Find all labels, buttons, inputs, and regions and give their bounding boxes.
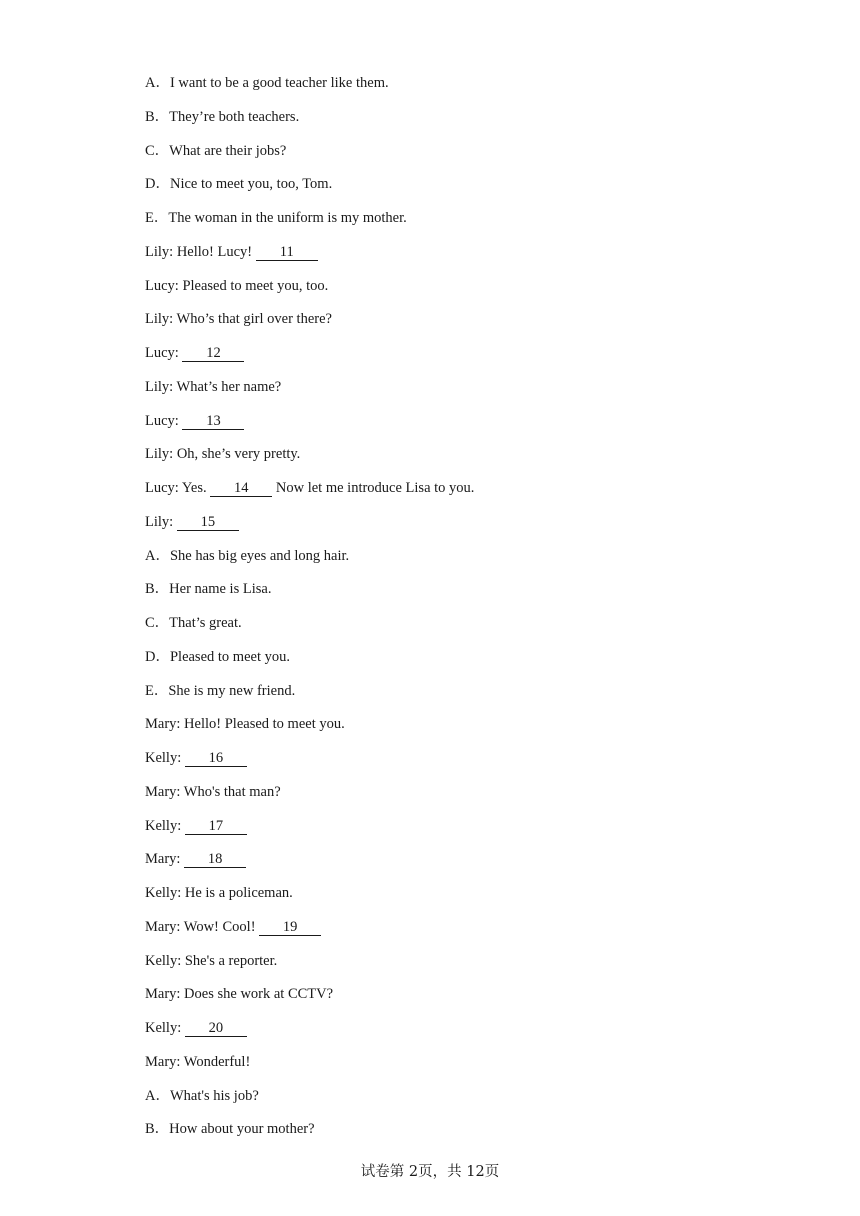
answer-blank[interactable]: 13 (182, 414, 244, 430)
text-line: Lily: Oh, she’s very pretty. (145, 446, 301, 463)
text-line: B．How about your mother? (145, 1121, 315, 1138)
text-line: A．What's his job? (145, 1087, 259, 1104)
dialog-line (145, 916, 825, 950)
dialog-prefix: Lily: Hello! Lucy! (145, 243, 256, 260)
text-line: Mary: Who's that man? (145, 783, 281, 800)
dialog-prefix: Lucy: (145, 345, 183, 361)
text-line: E．The woman in the uniform is my mother. (145, 210, 407, 226)
text-line: B．They’re both teachers. (145, 108, 300, 125)
text-line: Kelly: She's a reporter. (145, 952, 278, 969)
dialog-suffix: Now let me introduce Lisa to you. (272, 480, 475, 496)
dialog-line (145, 747, 825, 781)
question-lines (145, 72, 825, 1152)
dialog-line (145, 848, 825, 882)
answer-blank[interactable]: 18 (184, 852, 246, 868)
dialog-line (145, 241, 825, 275)
dialog-prefix: Mary: (145, 851, 185, 868)
text-line: A．I want to be a good teacher like them. (145, 75, 389, 91)
text-line: C．What are their jobs? (145, 142, 287, 159)
dialog-line (145, 342, 825, 376)
dialog-prefix: Lucy: (145, 412, 183, 429)
text-line: Kelly: He is a policeman. (145, 885, 293, 901)
text-line: E．She is my new friend. (145, 682, 296, 699)
dialog-prefix: Lucy: Yes. (145, 480, 211, 496)
text-line: Lily: What’s her name? (145, 378, 282, 395)
dialog-prefix: Kelly: (145, 750, 185, 766)
text-line: Mary: Wonderful! (145, 1053, 251, 1070)
answer-blank[interactable]: 11 (256, 245, 318, 261)
dialog-line (145, 815, 825, 849)
dialog-line (145, 410, 825, 444)
text-line: Lily: Who’s that girl over there? (145, 311, 332, 328)
text-line: D．Nice to meet you, too, Tom. (145, 176, 333, 193)
answer-blank[interactable]: 14 (210, 481, 272, 497)
answer-blank[interactable]: 16 (185, 751, 247, 767)
dialog-prefix: Mary: Wow! Cool! (145, 918, 260, 935)
answer-blank[interactable]: 20 (185, 1021, 247, 1037)
dialog-prefix: Kelly: (145, 817, 185, 834)
text-line: C．That’s great. (145, 615, 242, 631)
dialog-prefix: Lily: (145, 513, 177, 530)
answer-blank[interactable]: 17 (185, 819, 247, 835)
page-footer: 试卷第 2页，共 12页 (360, 1164, 500, 1180)
answer-blank[interactable]: 19 (259, 920, 321, 936)
dialog-line (145, 477, 825, 511)
dialog-line (145, 511, 825, 545)
text-line: D．Pleased to meet you. (145, 648, 290, 665)
text-line: Mary: Hello! Pleased to meet you. (145, 716, 345, 733)
text-line: B．Her name is Lisa. (145, 581, 272, 598)
dialog-prefix: Kelly: (145, 1020, 185, 1036)
text-line: Lucy: Pleased to meet you, too. (145, 277, 329, 294)
answer-blank[interactable]: 15 (177, 515, 239, 531)
answer-blank[interactable]: 12 (182, 346, 244, 362)
text-line: A．She has big eyes and long hair. (145, 547, 350, 564)
text-line: Mary: Does she work at CCTV? (145, 986, 334, 1003)
dialog-line (145, 1017, 825, 1051)
